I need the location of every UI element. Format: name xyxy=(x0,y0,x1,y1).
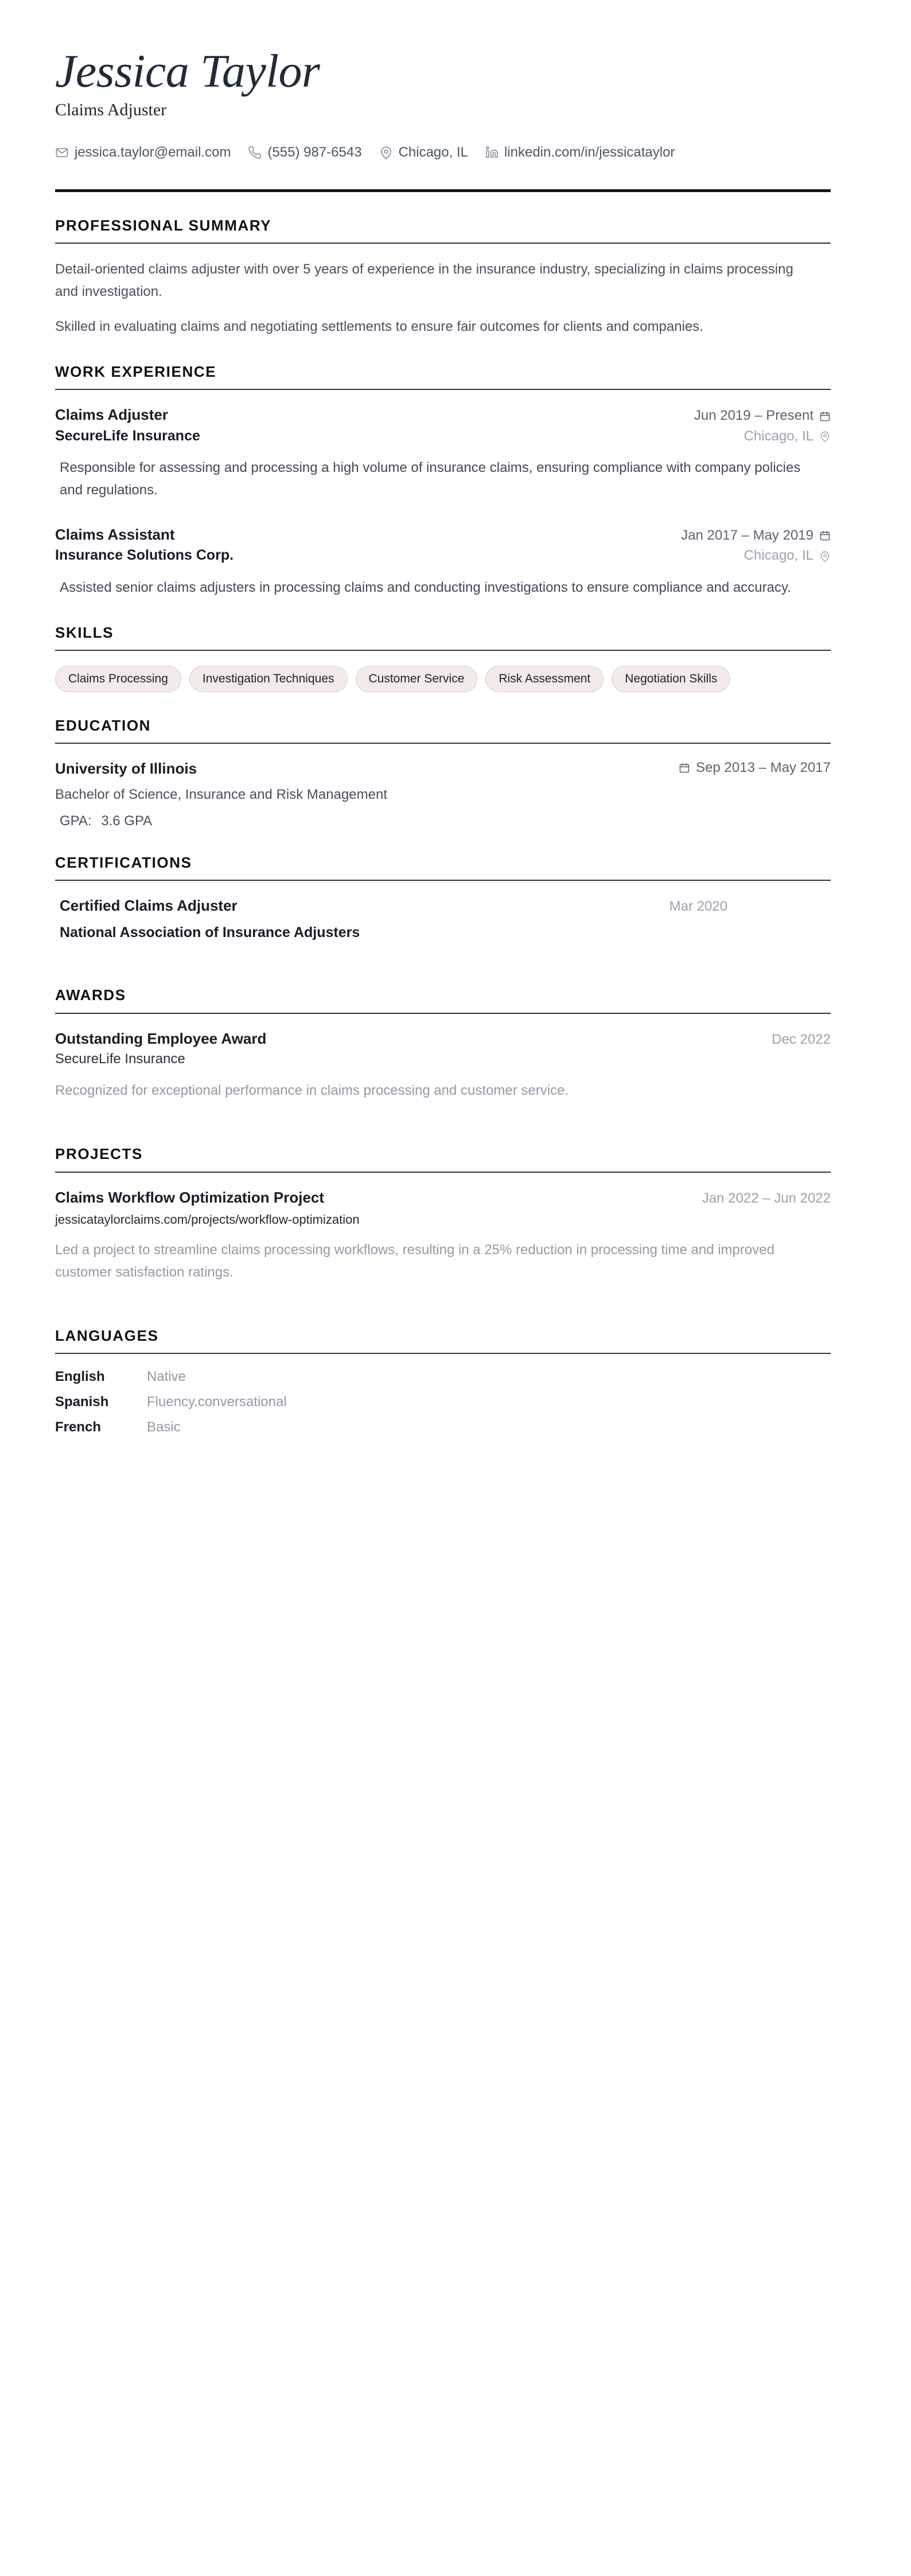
education-dates xyxy=(679,759,831,777)
contact-location[interactable] xyxy=(379,146,468,159)
skill-pill[interactable]: Risk Assessment xyxy=(485,666,604,692)
section-rule-summary xyxy=(55,243,831,244)
section-rule-languages xyxy=(55,1353,831,1354)
contact-phone-text: (555) 987-6543 xyxy=(267,144,362,160)
award-date xyxy=(772,1031,831,1049)
project-entry xyxy=(55,1188,831,1284)
contact-email[interactable] xyxy=(55,146,231,159)
section-title-projects: PROJECTS xyxy=(55,1145,143,1163)
language-row xyxy=(55,1394,831,1410)
work-entry-header xyxy=(55,525,831,545)
education-gpa xyxy=(60,813,831,829)
contact-linkedin-text: linkedin.com/in/jessicataylor xyxy=(504,144,675,160)
work-entry-title: Claims Assistant xyxy=(55,526,175,544)
section-rule-certifications xyxy=(55,880,831,881)
project-description: Led a project to streamline claims processing workflows, resulting in a 25% reduction in processing time and improved customer satisfaction ratings. xyxy=(55,1242,774,1280)
skill-pill[interactable]: Claims Processing xyxy=(55,666,181,692)
section-title-work: WORK EXPERIENCE xyxy=(55,362,217,380)
project-name: Claims Workflow Optimization Project xyxy=(55,1188,325,1206)
work-entry-title: Claims Adjuster xyxy=(55,406,168,424)
education-entry-header xyxy=(55,759,831,779)
work-entry-subheader xyxy=(55,426,831,447)
work-entry-organization: SecureLife Insurance xyxy=(55,427,200,444)
section-languages xyxy=(55,1328,831,1436)
calendar-icon xyxy=(819,411,831,422)
education-dates-text: Sep 2013 – May 2017 xyxy=(696,760,831,776)
work-entry-header xyxy=(55,405,831,425)
certification-entry-header xyxy=(55,896,831,916)
calendar-icon xyxy=(819,530,831,541)
language-row xyxy=(55,1419,831,1435)
section-certifications xyxy=(55,854,831,943)
education-gpa-label: GPA: xyxy=(60,813,92,829)
languages-list xyxy=(55,1369,831,1435)
education-gpa-value: 3.6 GPA xyxy=(101,813,153,829)
section-title-education: EDUCATION xyxy=(55,716,151,734)
education-entry xyxy=(55,759,831,829)
skill-pill[interactable]: Negotiation Skills xyxy=(612,666,730,692)
award-description: Recognized for exceptional performance in claims processing and customer service. xyxy=(55,1083,569,1099)
section-rule-skills xyxy=(55,650,831,651)
language-name: English xyxy=(55,1369,105,1385)
skill-pill[interactable]: Customer Service xyxy=(356,666,478,692)
language-level: Native xyxy=(147,1369,186,1385)
email-icon xyxy=(55,146,69,159)
contact-location-text: Chicago, IL xyxy=(398,144,468,160)
education-school: University of Illinois xyxy=(55,760,197,778)
project-entry-header xyxy=(55,1188,831,1208)
work-entry-dates xyxy=(694,407,831,425)
language-row xyxy=(55,1369,831,1385)
section-awards xyxy=(55,987,831,1102)
resume-header xyxy=(55,47,831,192)
section-skills xyxy=(55,625,831,692)
certification-issuer: National Association of Insurance Adjusters xyxy=(60,924,360,940)
location-pin-icon xyxy=(379,146,393,159)
work-entry-location-text: Chicago, IL xyxy=(743,548,813,564)
contact-phone[interactable] xyxy=(248,146,361,159)
award-date-text: Dec 2022 xyxy=(772,1031,831,1047)
section-rule-work xyxy=(55,389,831,390)
award-name: Outstanding Employee Award xyxy=(55,1029,267,1047)
location-pin-icon xyxy=(819,431,831,442)
contact-email-text: jessica.taylor@email.com xyxy=(75,144,231,160)
header-divider xyxy=(55,189,831,192)
language-name: French xyxy=(55,1419,102,1435)
certification-entry xyxy=(55,896,831,943)
section-title-skills: SKILLS xyxy=(55,623,114,641)
work-entry-organization: Insurance Solutions Corp. xyxy=(55,547,234,564)
project-dates-text: Jan 2022 – Jun 2022 xyxy=(702,1190,831,1206)
work-entry-dates-text: Jan 2017 – May 2019 xyxy=(681,528,813,544)
contact-row xyxy=(55,146,831,159)
contact-linkedin[interactable] xyxy=(485,146,675,159)
certification-date-text: Mar 2020 xyxy=(669,899,727,915)
section-title-awards: AWARDS xyxy=(55,986,126,1004)
section-title-languages: LANGUAGES xyxy=(55,1326,159,1344)
work-entry-description: Assisted senior claims adjusters in processing claims and conducting investigations to ensure compliance and accuracy. xyxy=(60,579,791,595)
work-entry-location-text: Chicago, IL xyxy=(743,428,813,444)
certification-name: Certified Claims Adjuster xyxy=(60,897,238,915)
education-degree: Bachelor of Science, Insurance and Risk Management xyxy=(55,786,387,802)
work-entry-location xyxy=(744,547,831,565)
work-entry-dates-text: Jun 2019 – Present xyxy=(694,408,813,424)
work-entry xyxy=(55,405,831,502)
summary-paragraph-2: Skilled in evaluating claims and negotiating settlements to ensure fair outcomes for clients and companies. xyxy=(55,318,703,334)
linkedin-icon xyxy=(485,146,499,159)
work-entry-subheader xyxy=(55,545,831,567)
language-level: Basic xyxy=(147,1419,181,1435)
section-rule-projects xyxy=(55,1172,831,1173)
award-issuer: SecureLife Insurance xyxy=(55,1051,185,1067)
section-professional-summary xyxy=(55,217,831,338)
candidate-name: Jessica Taylor xyxy=(55,45,320,97)
work-entry-description: Responsible for assessing and processing a high volume of insurance claims, ensuring compliance with company policies and regulations. xyxy=(60,460,801,498)
language-name: Spanish xyxy=(55,1394,109,1410)
work-entry-dates xyxy=(681,526,831,545)
project-url[interactable]: jessicataylorclaims.com/projects/workflow-optimization xyxy=(55,1212,360,1227)
section-title-certifications: CERTIFICATIONS xyxy=(55,853,192,871)
work-entry xyxy=(55,525,831,599)
section-projects xyxy=(55,1146,831,1284)
phone-icon xyxy=(248,146,262,159)
award-entry-header xyxy=(55,1029,831,1049)
section-rule-awards xyxy=(55,1013,831,1014)
section-work-experience xyxy=(55,364,831,599)
project-dates xyxy=(702,1189,831,1208)
section-education xyxy=(55,717,831,829)
work-entry-location xyxy=(744,427,831,446)
section-rule-education xyxy=(55,743,831,744)
skills-list xyxy=(55,666,831,692)
summary-paragraph-1: Detail-oriented claims adjuster with over 5 years of experience in the insurance industry, specializing in claims processing and investigation. xyxy=(55,261,793,300)
certification-date xyxy=(669,897,727,916)
calendar-icon xyxy=(679,762,690,774)
award-entry xyxy=(55,1029,831,1102)
section-title-summary: PROFESSIONAL SUMMARY xyxy=(55,216,272,234)
candidate-job-title: Claims Adjuster xyxy=(55,100,167,119)
language-level: Fluency.conversational xyxy=(147,1394,287,1410)
skill-pill[interactable]: Investigation Techniques xyxy=(189,666,348,692)
location-pin-icon xyxy=(819,551,831,562)
